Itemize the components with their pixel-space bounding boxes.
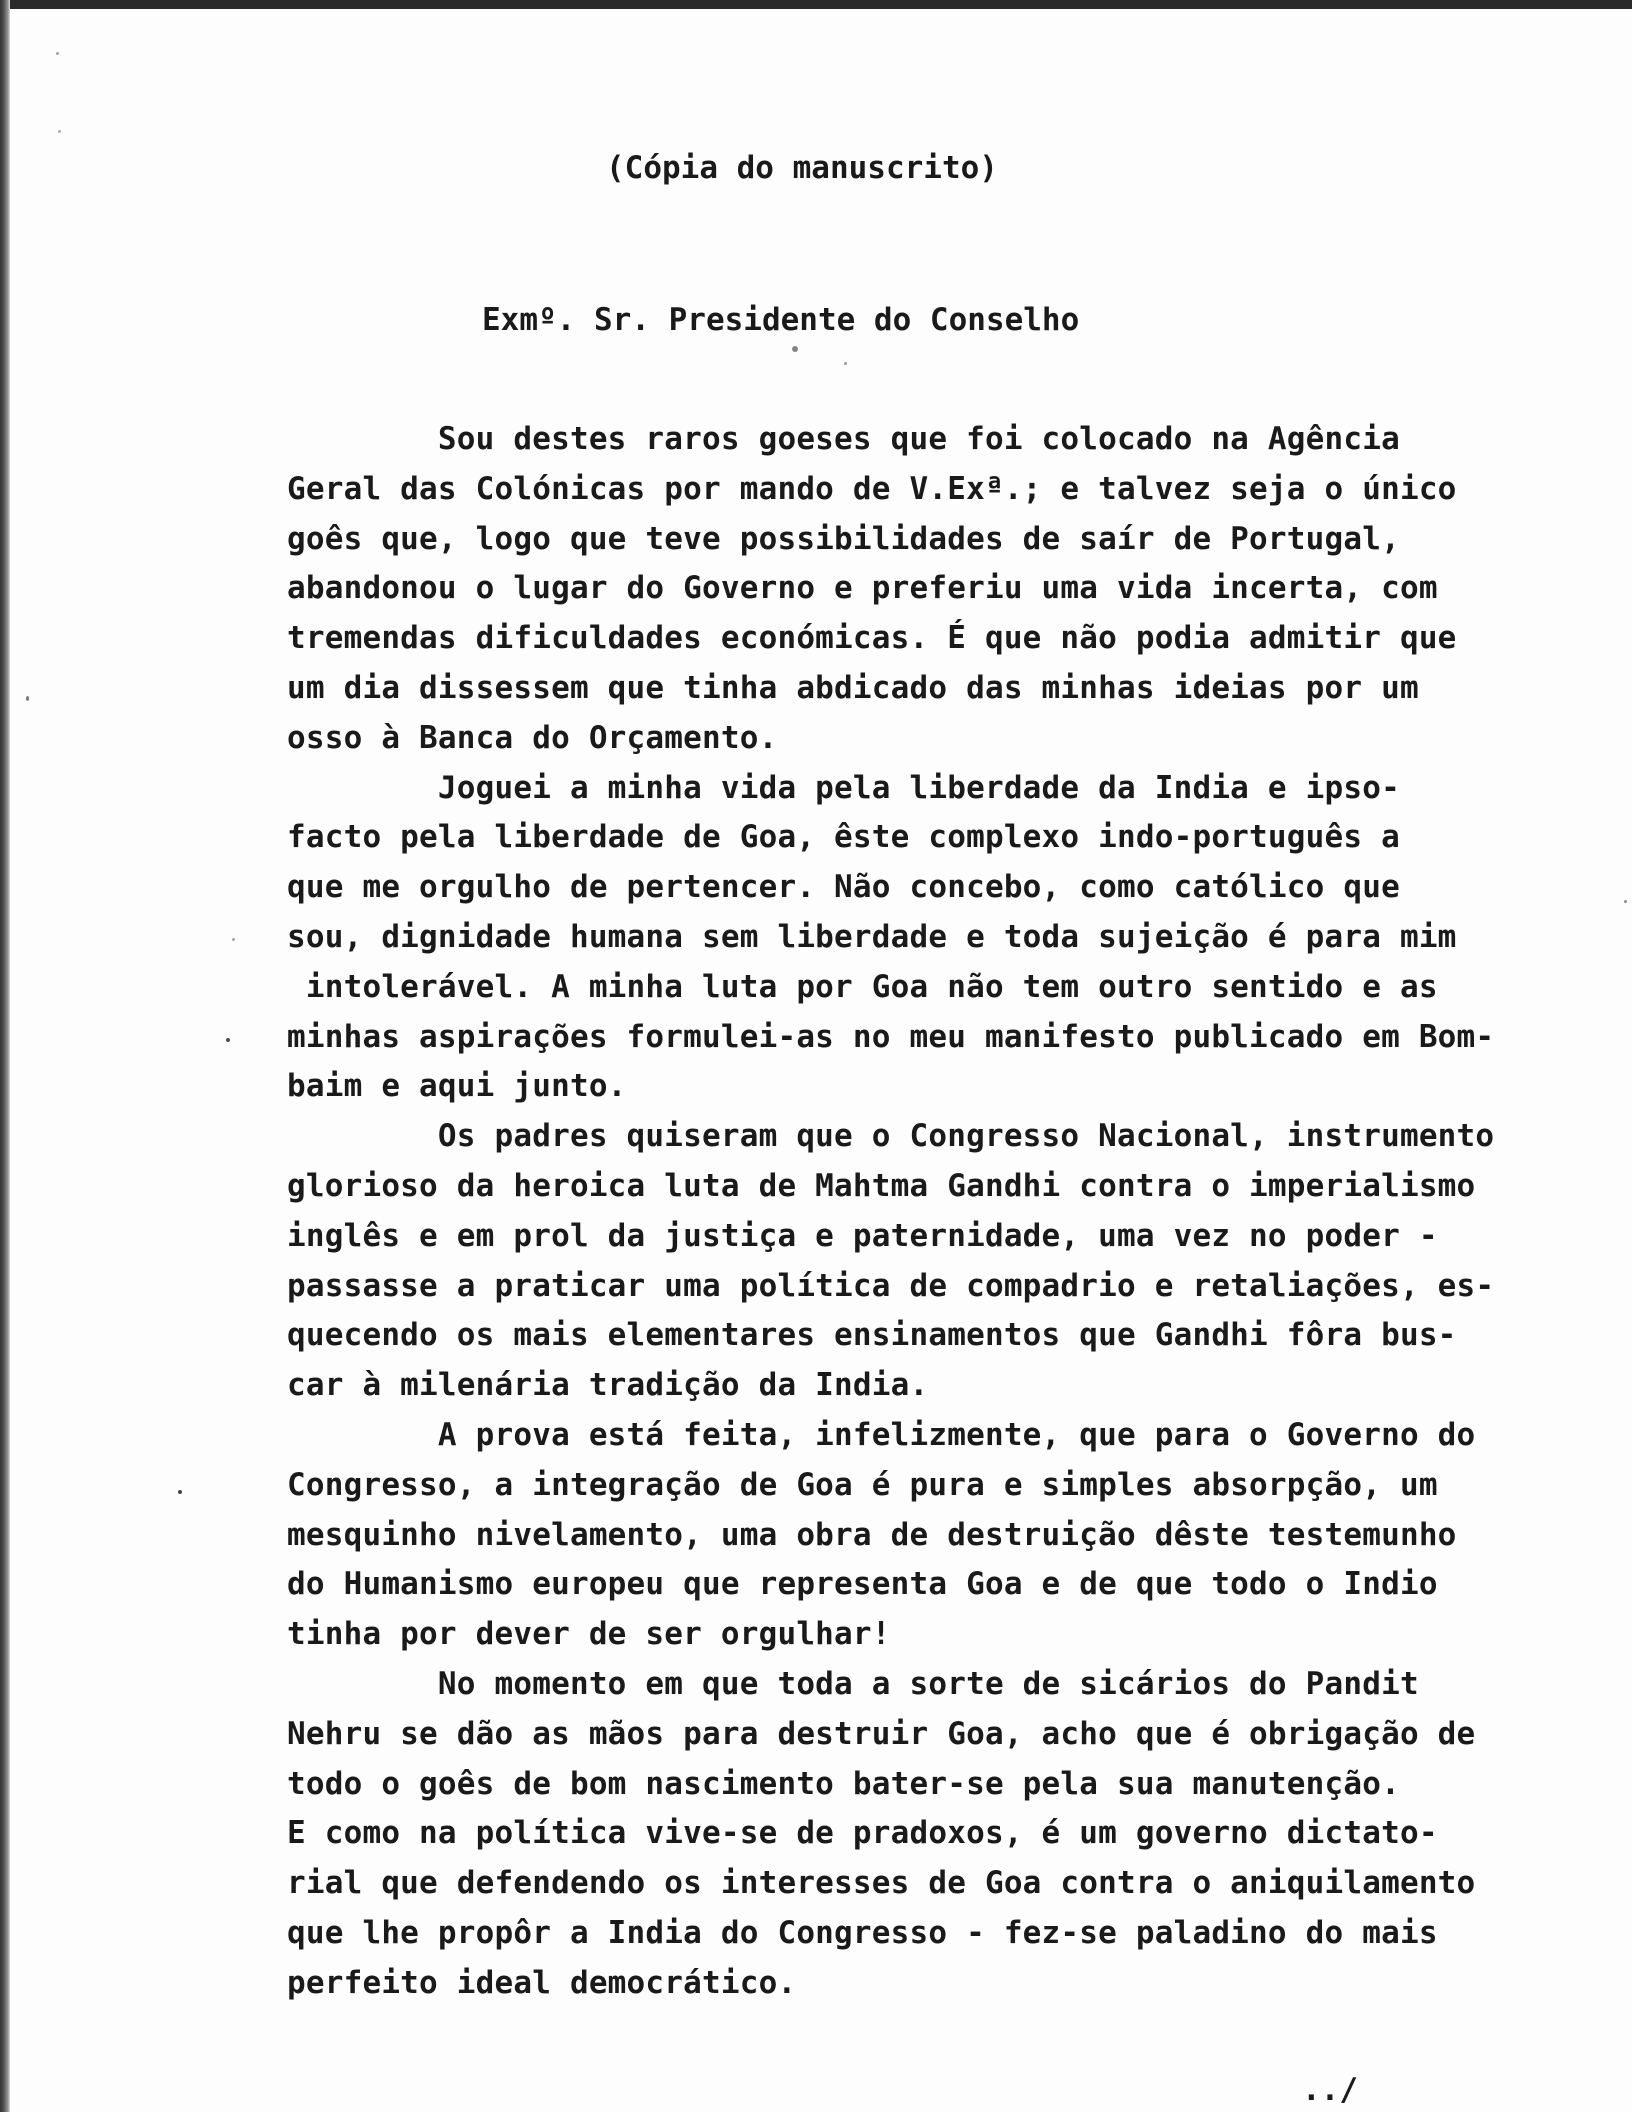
text-line: inglês e em prol da justiça e paternidade, uma vez no poder - (287, 1217, 1438, 1254)
text-line: car à milenária tradição da India. (287, 1367, 929, 1404)
text-line: mesquinho nivelamento, uma obra de destruição dêste testemunho (287, 1516, 1457, 1553)
text-line: do Humanismo europeu que representa Goa e de que todo o Indio (287, 1566, 1438, 1603)
salutation: Exmº. Sr. Presidente do Conselho (482, 302, 1080, 338)
text-line: Sou destes raros goeses que foi colocado na Agência (287, 421, 1400, 457)
text-line: No momento em que toda a sorte de sicários do Pandit (287, 1665, 1419, 1702)
text-line: E como na política vive-se de pradoxos, é um governo dictato- (287, 1815, 1438, 1852)
text-line: Nehru se dão as mãos para destruir Goa, acho que é obrigação de (287, 1715, 1476, 1752)
text-line: todo o goês de bom nascimento bater-se pela sua manutenção. (287, 1765, 1400, 1802)
text-line: que me orgulho de pertencer. Não concebo, como católico que (287, 869, 1400, 906)
text-line: osso à Banca do Orçamento. (287, 719, 778, 756)
text-line: quecendo os mais elementares ensinamentos que Gandhi fôra bus- (287, 1317, 1457, 1354)
scan-speck (226, 1038, 230, 1042)
text-line: glorioso da heroica luta de Mahtma Gandhi contra o imperialismo (287, 1167, 1476, 1204)
scan-speck (792, 346, 798, 352)
continuation-mark: ../ (1302, 2072, 1358, 2108)
scan-speck (178, 1490, 182, 1494)
page-top-edge (0, 0, 1632, 9)
text-line: facto pela liberdade de Goa, êste complexo indo-português a (287, 819, 1400, 856)
scan-speck (58, 130, 61, 133)
scan-speck (844, 362, 847, 365)
text-line: tinha por dever de ser orgulhar! (287, 1616, 891, 1653)
text-line: Geral das Colónicas por mando de V.Exª.; e talvez seja o único (287, 470, 1457, 507)
scan-speck (56, 52, 59, 55)
text-line: Congresso, a integração de Goa é pura e simples absorpção, um (287, 1466, 1438, 1503)
text-line: um dia dissessem que tinha abdicado das minhas ideias por um (287, 669, 1419, 706)
text-line: goês que, logo que teve possibilidades de saír de Portugal, (287, 520, 1400, 557)
text-line: passasse a praticar uma política de compadrio e retaliações, es- (287, 1267, 1495, 1304)
text-line: rial que defendendo os interesses de Goa contra o aniquilamento (287, 1865, 1476, 1902)
scan-speck (232, 938, 235, 941)
text-line: perfeito ideal democrático. (287, 1964, 797, 2001)
text-line: abandonou o lugar do Governo e preferiu uma vida incerta, com (287, 570, 1438, 607)
scan-speck (1624, 900, 1627, 903)
page-left-edge (0, 0, 10, 2112)
letter-body (287, 415, 1587, 2009)
text-line: sou, dignidade humana sem liberdade e toda sujeição é para mim (287, 918, 1457, 955)
text-line: minhas aspirações formulei-as no meu manifesto publicado em Bom- (287, 1018, 1495, 1055)
text-line: A prova está feita, infelizmente, que para o Governo do (287, 1416, 1476, 1453)
text-line: Os padres quiseram que o Congresso Nacional, instrumento (287, 1118, 1495, 1155)
text-line: tremendas dificuldades económicas. É que não podia admitir que (287, 620, 1457, 657)
text-line: baim e aqui junto. (287, 1068, 627, 1105)
scan-speck (26, 696, 29, 701)
text-line: que lhe propôr a India do Congresso - fez-se paladino do mais (287, 1914, 1438, 1951)
text-line: intolerável. A minha luta por Goa não tem outro sentido e as (287, 968, 1438, 1005)
document-title: (Cópia do manuscrito) (606, 150, 998, 186)
text-line: Joguei a minha vida pela liberdade da India e ipso- (287, 769, 1400, 806)
